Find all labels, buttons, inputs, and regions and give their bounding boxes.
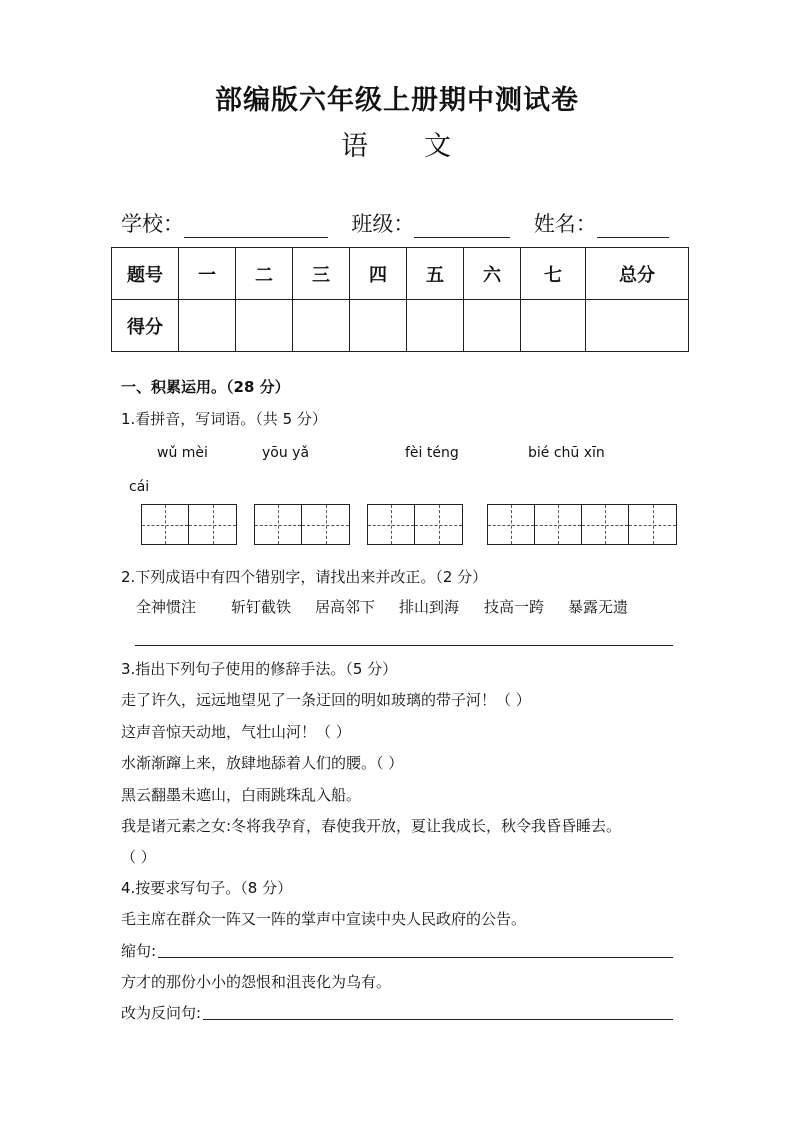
column-header: 三 bbox=[293, 248, 350, 300]
writing-cell[interactable] bbox=[415, 505, 462, 544]
rhetoric-sentence-3: 水渐渐蹿上来，放肆地舔着人们的腰。（ ） bbox=[121, 754, 404, 772]
name-field[interactable] bbox=[597, 215, 669, 238]
idiom-5: 技高一跨 bbox=[484, 598, 545, 616]
writing-cell[interactable] bbox=[629, 505, 676, 544]
pinyin-1: wǔ mèi bbox=[157, 445, 208, 461]
section-heading: 一、积累运用。（28 分） bbox=[121, 378, 290, 396]
writing-cell[interactable] bbox=[488, 505, 535, 544]
writing-cell[interactable] bbox=[582, 505, 629, 544]
rhetoric-sentence-5: 我是诸元素之女:冬将我孕育，春使我开放，夏让我成长，秋令我昏昏睡去。 bbox=[121, 817, 622, 835]
column-header: 七 bbox=[521, 248, 586, 300]
writing-cell[interactable] bbox=[302, 505, 349, 544]
idiom-4: 排山到海 bbox=[399, 598, 460, 616]
score-cell[interactable] bbox=[350, 300, 407, 352]
answer-line-q2[interactable] bbox=[135, 645, 673, 646]
score-cell[interactable] bbox=[464, 300, 521, 352]
subject-char-2: 文 bbox=[424, 131, 453, 162]
writing-cell[interactable] bbox=[189, 505, 236, 544]
idiom-1: 全神惯注 bbox=[136, 598, 197, 616]
sentence-2: 方才的那份小小的怨恨和沮丧化为乌有。 bbox=[121, 973, 392, 991]
question-2-prompt: 2.下列成语中有四个错别字，请找出来并改正。（2 分） bbox=[121, 568, 488, 586]
pinyin-2: yōu yǎ bbox=[262, 445, 310, 461]
task-rhetorical-label: 改为反问句: bbox=[121, 1004, 202, 1022]
score-cell[interactable] bbox=[521, 300, 586, 352]
page-title: 部编版六年级上册期中测试卷 bbox=[215, 85, 579, 116]
answer-line-shorten[interactable] bbox=[158, 957, 673, 958]
rhetoric-sentence-5-answer: （ ） bbox=[121, 848, 156, 866]
score-cell-total[interactable] bbox=[586, 300, 689, 352]
column-header: 五 bbox=[407, 248, 464, 300]
score-cell[interactable] bbox=[236, 300, 293, 352]
rhetoric-sentence-2: 这声音惊天动地，气壮山河！（ ） bbox=[121, 723, 351, 741]
column-header: 一 bbox=[179, 248, 236, 300]
column-header-total: 总分 bbox=[586, 248, 689, 300]
student-info-line bbox=[121, 208, 669, 238]
sentence-1: 毛主席在群众一阵又一阵的掌声中宣读中央人民政府的公告。 bbox=[121, 910, 527, 928]
answer-line-rhetorical[interactable] bbox=[203, 1019, 673, 1020]
writing-grid-1[interactable] bbox=[141, 504, 237, 545]
writing-grid-2[interactable] bbox=[254, 504, 350, 545]
rhetoric-sentence-1: 走了许久，远远地望见了一条迂回的明如玻璃的带子河！（ ） bbox=[121, 691, 531, 709]
school-field[interactable] bbox=[184, 215, 328, 238]
column-header: 六 bbox=[464, 248, 521, 300]
row-label-question-number: 题号 bbox=[112, 248, 179, 300]
pinyin-4-continued: cái bbox=[129, 479, 150, 495]
rhetoric-sentence-4: 黑云翻墨未遮山，白雨跳珠乱入船。 bbox=[121, 786, 362, 804]
column-header: 二 bbox=[236, 248, 293, 300]
question-3-prompt: 3.指出下列句子使用的修辞手法。（5 分） bbox=[121, 660, 398, 678]
writing-grid-3[interactable] bbox=[367, 504, 463, 545]
question-1-prompt: 1.看拼音，写词语。（共 5 分） bbox=[121, 410, 327, 428]
score-table-header-row bbox=[112, 248, 689, 300]
score-cell[interactable] bbox=[179, 300, 236, 352]
writing-cell[interactable] bbox=[535, 505, 582, 544]
score-table-score-row bbox=[112, 300, 689, 352]
idiom-3: 居高邻下 bbox=[315, 598, 376, 616]
writing-cell[interactable] bbox=[255, 505, 302, 544]
writing-cell[interactable] bbox=[142, 505, 189, 544]
subject-title bbox=[0, 124, 794, 163]
idiom-2: 斩钉截铁 bbox=[231, 598, 292, 616]
writing-grid-4[interactable] bbox=[487, 504, 677, 545]
school-label: 学校： bbox=[121, 212, 184, 236]
column-header: 四 bbox=[350, 248, 407, 300]
question-4-prompt: 4.按要求写句子。（8 分） bbox=[121, 879, 293, 897]
writing-cell[interactable] bbox=[368, 505, 415, 544]
score-table bbox=[111, 247, 689, 352]
score-cell[interactable] bbox=[293, 300, 350, 352]
subject-char-1: 语 bbox=[341, 131, 370, 162]
class-label: 班级： bbox=[351, 212, 415, 236]
task-shorten-label: 缩句: bbox=[121, 942, 157, 960]
score-cell[interactable] bbox=[407, 300, 464, 352]
idiom-6: 暴露无遗 bbox=[568, 598, 629, 616]
name-label: 姓名： bbox=[533, 212, 597, 236]
pinyin-4: bié chū xīn bbox=[528, 445, 605, 461]
class-field[interactable] bbox=[414, 215, 510, 238]
row-label-score: 得分 bbox=[112, 300, 179, 352]
pinyin-3: fèi téng bbox=[405, 445, 459, 461]
